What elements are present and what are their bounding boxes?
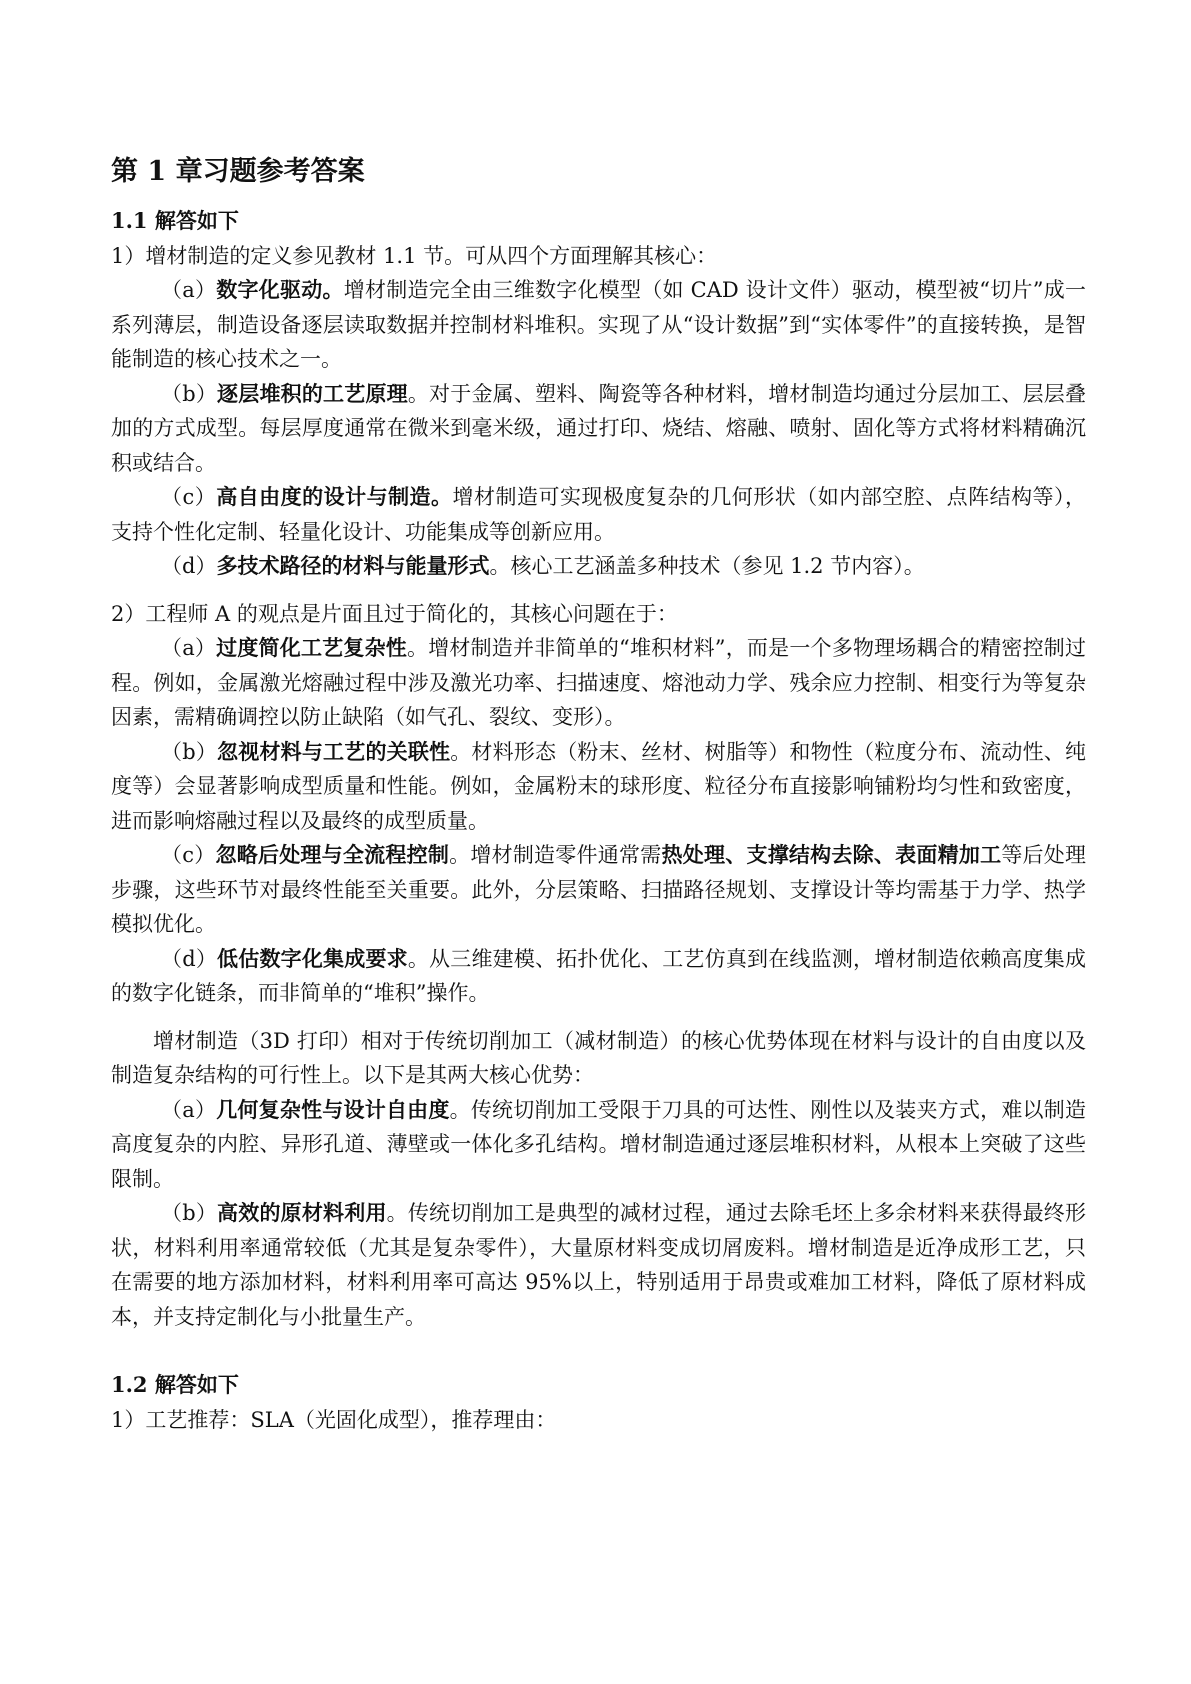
answer-3-item-a xyxy=(111,1093,1086,1197)
answer-3-item-b xyxy=(111,1196,1086,1334)
item-keyword: 低估数字化集成要求 xyxy=(217,945,408,971)
item-marker: （c） xyxy=(161,485,217,509)
item-keyword: 高效的原材料利用 xyxy=(217,1200,387,1225)
item-text: 等后处理步骤，这些环节对最终性能至关重要。此外，分层策略、扫描路径规划、支撑设计等均需基于力学、热学模拟优化。 xyxy=(111,843,1087,936)
answer-1-intro: 1）增材制造的定义参见教材 1.1 节。可从四个方面理解其核心： xyxy=(111,243,718,268)
item-text: 。增材制造零件通常需 xyxy=(449,843,662,867)
item-text: 。从三维建模、拓扑优化、工艺仿真到在线监测，增材制造依赖高度集成的数字化链条，而非简单的“堆积”操作。 xyxy=(111,946,1087,1005)
answer-2-item-c xyxy=(111,838,1086,942)
item-text: 增材制造完全由三维数字化模型（如 CAD 设计文件）驱动，模型被“切片”成一系列薄层，制造设备逐层读取数据并控制材料堆积。实现了从“设计数据”到“实体零件”的直接转换，是智能制造的核心技术之一。 xyxy=(111,278,1087,371)
answer-1-item-d xyxy=(111,549,1086,584)
section-heading-1-2: 1.2 解答如下 xyxy=(111,1372,239,1397)
answer-2-intro: 2）工程师 A 的观点是片面且过于简化的，其核心问题在于： xyxy=(111,601,678,626)
item-marker: （d） xyxy=(161,554,217,578)
item-marker: （d） xyxy=(161,946,218,971)
answer-2-item-b xyxy=(111,735,1086,839)
item-text: 。传统切削加工是典型的减材过程，通过去除毛坯上多余材料来获得最终形状，材料利用率通常较低（尤其是复杂零件），大量原材料变成切屑废料。增材制造是近净成形工艺，只在需要的地方添加材料，材料利用率可高达 95%以上，特别适用于昂贵或难加工材料，降低了原材料成本，并支持定制化与小批量生产。 xyxy=(111,1201,1086,1329)
section-heading-1-1: 1.1 解答如下 xyxy=(111,208,239,233)
item-keyword: 忽略后处理与全流程控制 xyxy=(215,842,450,867)
chapter-title: 第 1 章习题参考答案 xyxy=(111,156,365,187)
item-text: 增材制造可实现极度复杂的几何形状（如内部空腔、点阵结构等），支持个性化定制、轻量化设计、功能集成等创新应用。 xyxy=(111,485,1087,544)
item-marker: （a） xyxy=(161,636,217,660)
item-text: 。传统切削加工受限于刀具的可达性、刚性以及装夹方式，难以制造高度复杂的内腔、异形孔道、薄壁或一体化多孔结构。增材制造通过逐层堆积材料，从根本上突破了这些限制。 xyxy=(111,1097,1086,1191)
item-text: 。核心工艺涵盖多种技术（参见 1.2 节内容）。 xyxy=(489,554,925,578)
answer-2-item-a xyxy=(111,631,1086,735)
answer-1-item-b xyxy=(111,377,1086,481)
item-keyword-inline: 热处理、支撑结构去除、表面精加工 xyxy=(661,842,1002,867)
item-keyword: 忽视材料与工艺的关联性 xyxy=(217,738,451,764)
item-keyword: 几何复杂性与设计自由度 xyxy=(216,1096,450,1122)
item-keyword: 过度简化工艺复杂性 xyxy=(216,635,407,660)
item-keyword: 高自由度的设计与制造。 xyxy=(216,484,453,509)
item-marker: （c） xyxy=(161,843,216,867)
answer-2-item-d xyxy=(111,942,1086,1011)
item-marker: （b） xyxy=(161,739,218,764)
item-marker: （b） xyxy=(161,381,218,406)
answer-1-item-a xyxy=(111,273,1086,377)
item-text: 。材料形态（粉末、丝材、树脂等）和物性（粒度分布、流动性、纯度等）会显著影响成型质量和性能。例如，金属粉末的球形度、粒径分布直接影响铺粉均匀性和致密度，进而影响熔融过程以及最终的成型质量。 xyxy=(111,739,1086,833)
spacer xyxy=(111,1011,1086,1024)
item-marker: （a） xyxy=(161,278,217,302)
item-keyword: 数字化驱动。 xyxy=(216,277,344,302)
spacer xyxy=(111,1334,1086,1368)
document-page xyxy=(111,150,1086,1437)
item-text: 。增材制造并非简单的“堆积材料”，而是一个多物理场耦合的精密控制过程。例如，金属激光熔融过程中涉及激光功率、扫描速度、熔池动力学、残余应力控制、相变行为等复杂因素，需精确调控以防止缺陷（如气孔、裂纹、变形）。 xyxy=(111,636,1086,729)
answer-1-item-c xyxy=(111,480,1086,549)
item-marker: （b） xyxy=(161,1201,218,1225)
answer-3-intro: 增材制造（3D 打印）相对于传统切削加工（减材制造）的核心优势体现在材料与设计的自由度以及制造复杂结构的可行性上。以下是其两大核心优势： xyxy=(111,1028,1086,1087)
answer-1-2-intro: 1）工艺推荐：SLA（光固化成型），推荐理由： xyxy=(111,1407,557,1432)
item-keyword: 逐层堆积的工艺原理 xyxy=(217,380,408,406)
item-text: 。对于金属、塑料、陶瓷等各种材料，增材制造均通过分层加工、层层叠加的方式成型。每层厚度通常在微米到毫米级，通过打印、烧结、熔融、喷射、固化等方式将材料精确沉积或结合。 xyxy=(111,381,1087,475)
item-marker: （a） xyxy=(161,1097,217,1122)
spacer xyxy=(111,584,1086,597)
item-keyword: 多技术路径的材料与能量形式 xyxy=(216,553,490,578)
